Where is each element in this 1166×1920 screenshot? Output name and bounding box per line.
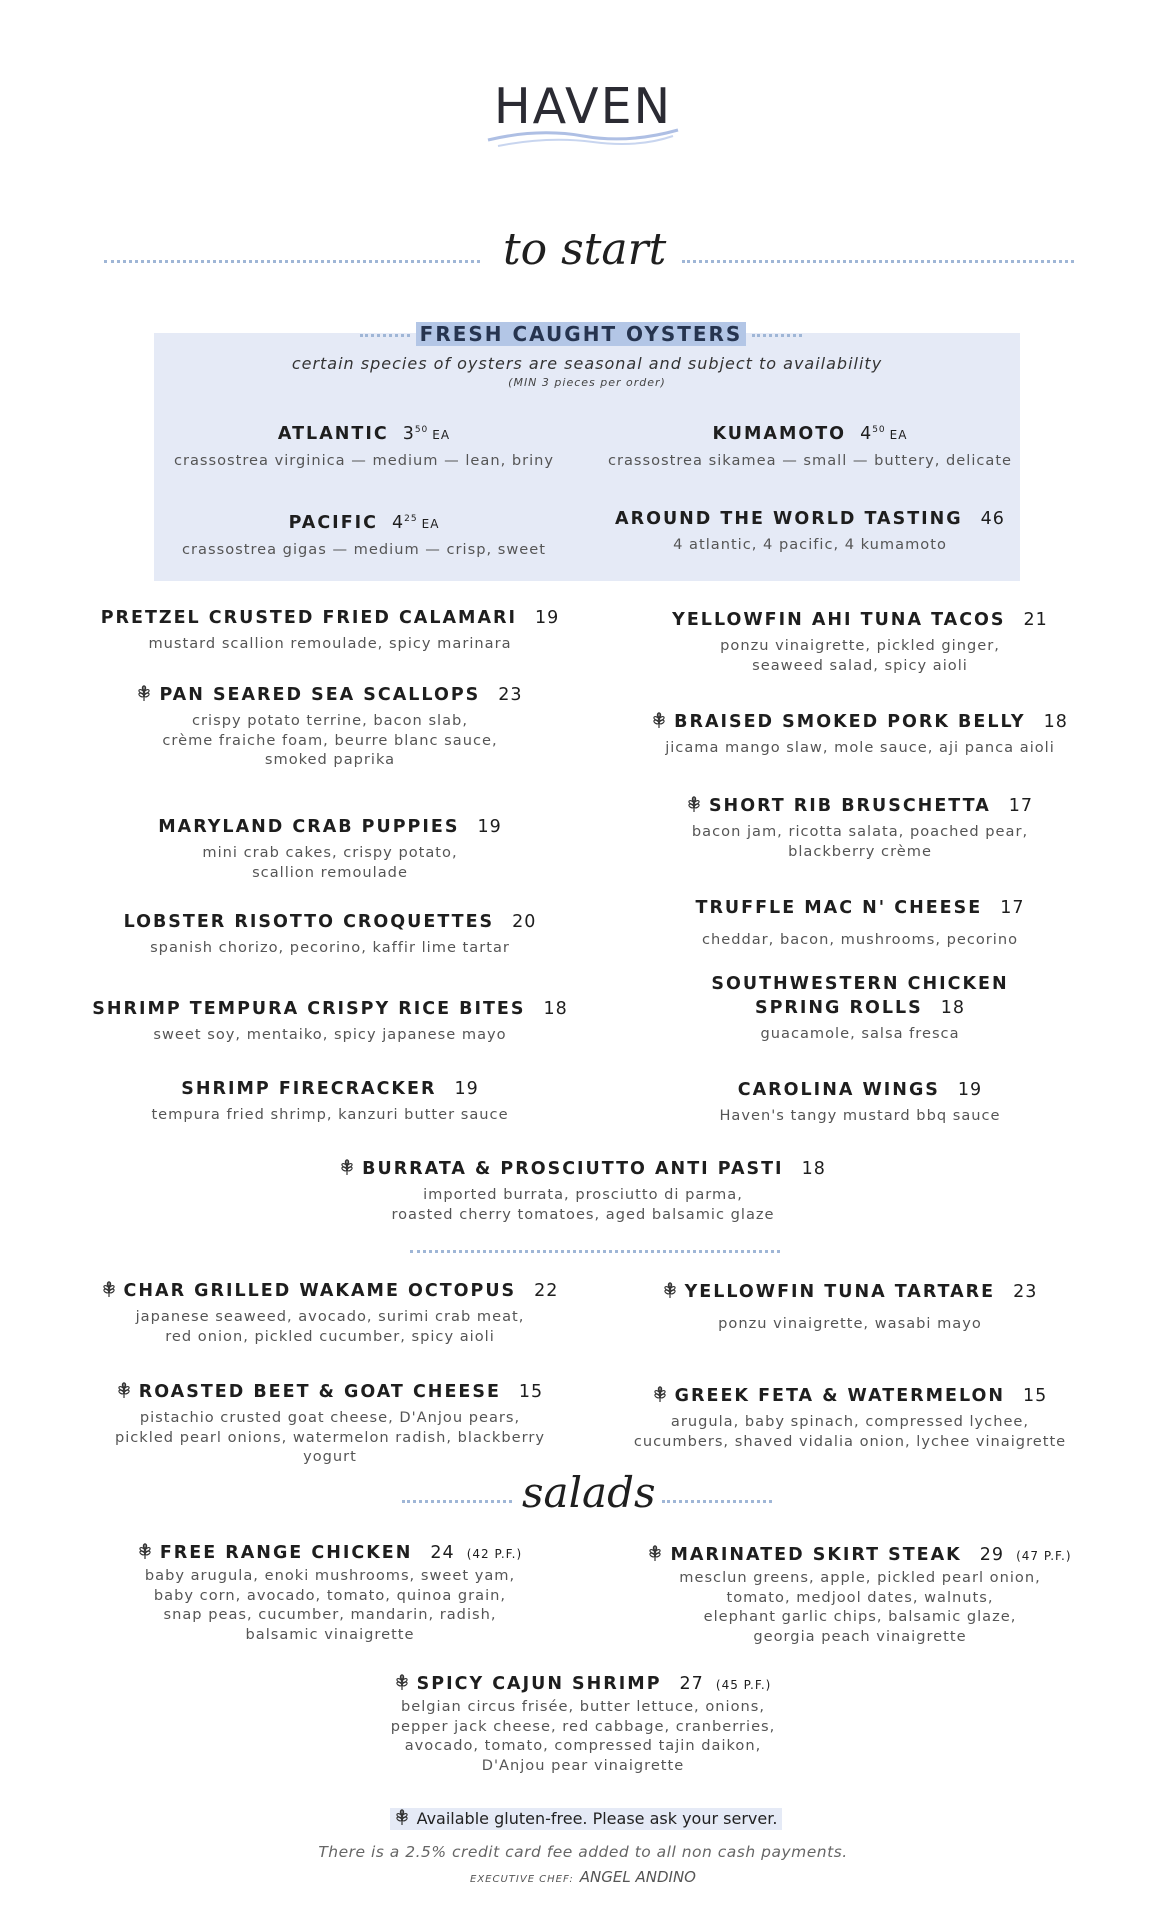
gluten-free-icon	[117, 1382, 131, 1399]
salads-dots-left	[402, 1500, 512, 1503]
section-title-salads: salads	[522, 1468, 656, 1517]
gluten-free-banner: Available gluten-free. Please ask your server.	[390, 1808, 782, 1830]
menu-item-pork-belly: BRAISED SMOKED PORK BELLY 18 jicama mango slaw, mole sauce, aji panca aioli	[620, 710, 1100, 758]
item-name: PACIFIC	[288, 512, 379, 533]
menu-item-mac-cheese: TRUFFLE MAC N' CHEESE 17 cheddar, bacon, mushrooms, pecorino	[695, 898, 1025, 948]
credit-card-fee-note: There is a 2.5% credit card fee added to all non cash payments.	[318, 1843, 848, 1861]
logo-text: HAVEN	[493, 78, 673, 135]
gluten-free-icon	[653, 1386, 667, 1403]
gluten-free-icon	[687, 796, 701, 813]
oyster-note: certain species of oysters are seasonal and subject to availability	[291, 354, 883, 373]
menu-item-feta: GREEK FETA & WATERMELON 15 arugula, baby spinach, compressed lychee, cucumbers, shaved vidalia onion, lychee vinaigrette	[633, 1386, 1067, 1450]
divider-dots-center	[410, 1250, 780, 1253]
item-name: AROUND THE WORLD TASTING	[615, 509, 963, 529]
salad-shrimp: SPICY CAJUN SHRIMP 27 (45 P.F.) belgian circus frisée, butter lettuce, onions, pepper jack cheese, red cabbage, cranberries, avocado, tomato, compressed tajin daikon, D'Anjou pear vinaigrette	[390, 1674, 776, 1774]
gluten-free-icon	[648, 1545, 662, 1562]
wave-icon	[483, 124, 683, 150]
item-desc: crassostrea sikamea — small — buttery, delicate	[607, 451, 1013, 469]
haven-logo	[483, 78, 683, 162]
menu-item-wings: CAROLINA WINGS 19 Haven's tangy mustard bbq sauce	[719, 1080, 1001, 1124]
menu-item-tuna-tacos: YELLOWFIN AHI TUNA TACOS 21 ponzu vinaigrette, pickled ginger, seaweed salad, spicy aioli	[672, 610, 1048, 674]
oyster-pacific: PACIFIC $4^{25}$ EA crassostrea gigas — medium — crisp, sweet	[154, 507, 574, 559]
oyster-tasting: AROUND THE WORLD TASTING 46 4 atlantic, 4 pacific, 4 kumamoto	[600, 507, 1020, 555]
section-title-to-start: to start	[503, 224, 667, 275]
menu-item-short-rib: SHORT RIB BRUSCHETTA 17 bacon jam, ricotta salata, poached pear, blackberry crème	[620, 794, 1100, 861]
divider-dots-left	[104, 260, 480, 263]
gluten-free-icon	[102, 1281, 116, 1298]
gluten-free-icon	[340, 1159, 354, 1176]
gluten-free-icon	[652, 712, 666, 729]
item-name: ATLANTIC	[277, 423, 389, 444]
menu-item-firecracker: SHRIMP FIRECRACKER 19 tempura fried shrimp, kanzuri butter sauce	[151, 1079, 509, 1123]
gluten-free-icon	[395, 1674, 409, 1691]
gluten-free-icon	[395, 1809, 409, 1826]
menu-item-calamari: PRETZEL CRUSTED FRIED CALAMARI 19 mustard scallion remoulade, spicy marinara	[100, 608, 560, 652]
menu-item-crab-puppies: MARYLAND CRAB PUPPIES 19 mini crab cakes, crispy potato, scallion remoulade	[158, 817, 502, 881]
oyster-dots-left	[360, 334, 410, 337]
gluten-free-icon	[663, 1282, 677, 1299]
item-desc: crassostrea gigas — medium — crisp, sweet	[182, 540, 546, 558]
menu-item-scallops: PAN SEARED SEA SCALLOPS 23 crispy potato terrine, bacon slab, crème fraiche foam, beurre blanc sauce, smoked paprika	[100, 683, 560, 770]
oyster-title: FRESH CAUGHT OYSTERS	[416, 322, 746, 346]
oyster-atlantic: ATLANTIC $3^{50}$ EA crassostrea virginica — medium — lean, briny	[154, 418, 574, 470]
salads-dots-right	[662, 1500, 772, 1503]
gluten-free-icon	[138, 1543, 152, 1560]
oyster-min: (MIN 3 pieces per order)	[508, 376, 666, 389]
menu-item-rice-bites: SHRIMP TEMPURA CRISPY RICE BITES 18 sweet soy, mentaiko, spicy japanese mayo	[92, 999, 568, 1043]
gluten-free-icon	[137, 685, 151, 702]
item-desc: 4 atlantic, 4 pacific, 4 kumamoto	[673, 536, 947, 553]
menu-item-octopus: CHAR GRILLED WAKAME OCTOPUS 22 japanese seaweed, avocado, surimi crab meat, red onion, pickled cucumber, spicy aioli	[90, 1279, 570, 1346]
menu-item-tartare: YELLOWFIN TUNA TARTARE 23 ponzu vinaigrette, wasabi mayo	[610, 1280, 1090, 1334]
menu-item-spring-rolls: SOUTHWESTERN CHICKEN SPRING ROLLS 18 guacamole, salsa fresca	[711, 974, 1009, 1042]
divider-dots-right	[682, 260, 1074, 263]
item-name: KUMAMOTO	[712, 423, 847, 444]
salad-steak: MARINATED SKIRT STEAK 29 (47 P.F.) mesclun greens, apple, pickled pearl onion, tomato, medjool dates, walnuts, elephant garlic chips, balsamic glaze, georgia peach vinaigrette	[620, 1543, 1100, 1646]
oyster-kumamoto: KUMAMOTO $4^{50}$ EA crassostrea sikamea — small — buttery, delicate	[600, 418, 1020, 470]
oyster-dots-right	[752, 334, 802, 337]
menu-item-croquettes: LOBSTER RISOTTO CROQUETTES 20 spanish chorizo, pecorino, kaffir lime tartar	[123, 912, 537, 956]
menu-item-burrata: BURRATA & PROSCIUTTO ANTI PASTI 18 imported burrata, prosciutto di parma, roasted cherry tomatoes, aged balsamic glaze	[283, 1157, 883, 1224]
executive-chef: EXECUTIVE CHEF: ANGEL ANDINO	[470, 1868, 696, 1886]
item-desc: crassostrea virginica — medium — lean, briny	[173, 451, 555, 469]
menu-item-beet: ROASTED BEET & GOAT CHEESE 15 pistachio crusted goat cheese, D'Anjou pears, pickled pearl onions, watermelon radish, blackberry yogurt	[114, 1382, 546, 1465]
salad-chicken: FREE RANGE CHICKEN 24 (42 P.F.) baby arugula, enoki mushrooms, sweet yam, baby corn, avocado, tomato, quinoa grain, snap peas, cucumber, mandarin, radish, balsamic vinaigrette	[100, 1541, 560, 1644]
